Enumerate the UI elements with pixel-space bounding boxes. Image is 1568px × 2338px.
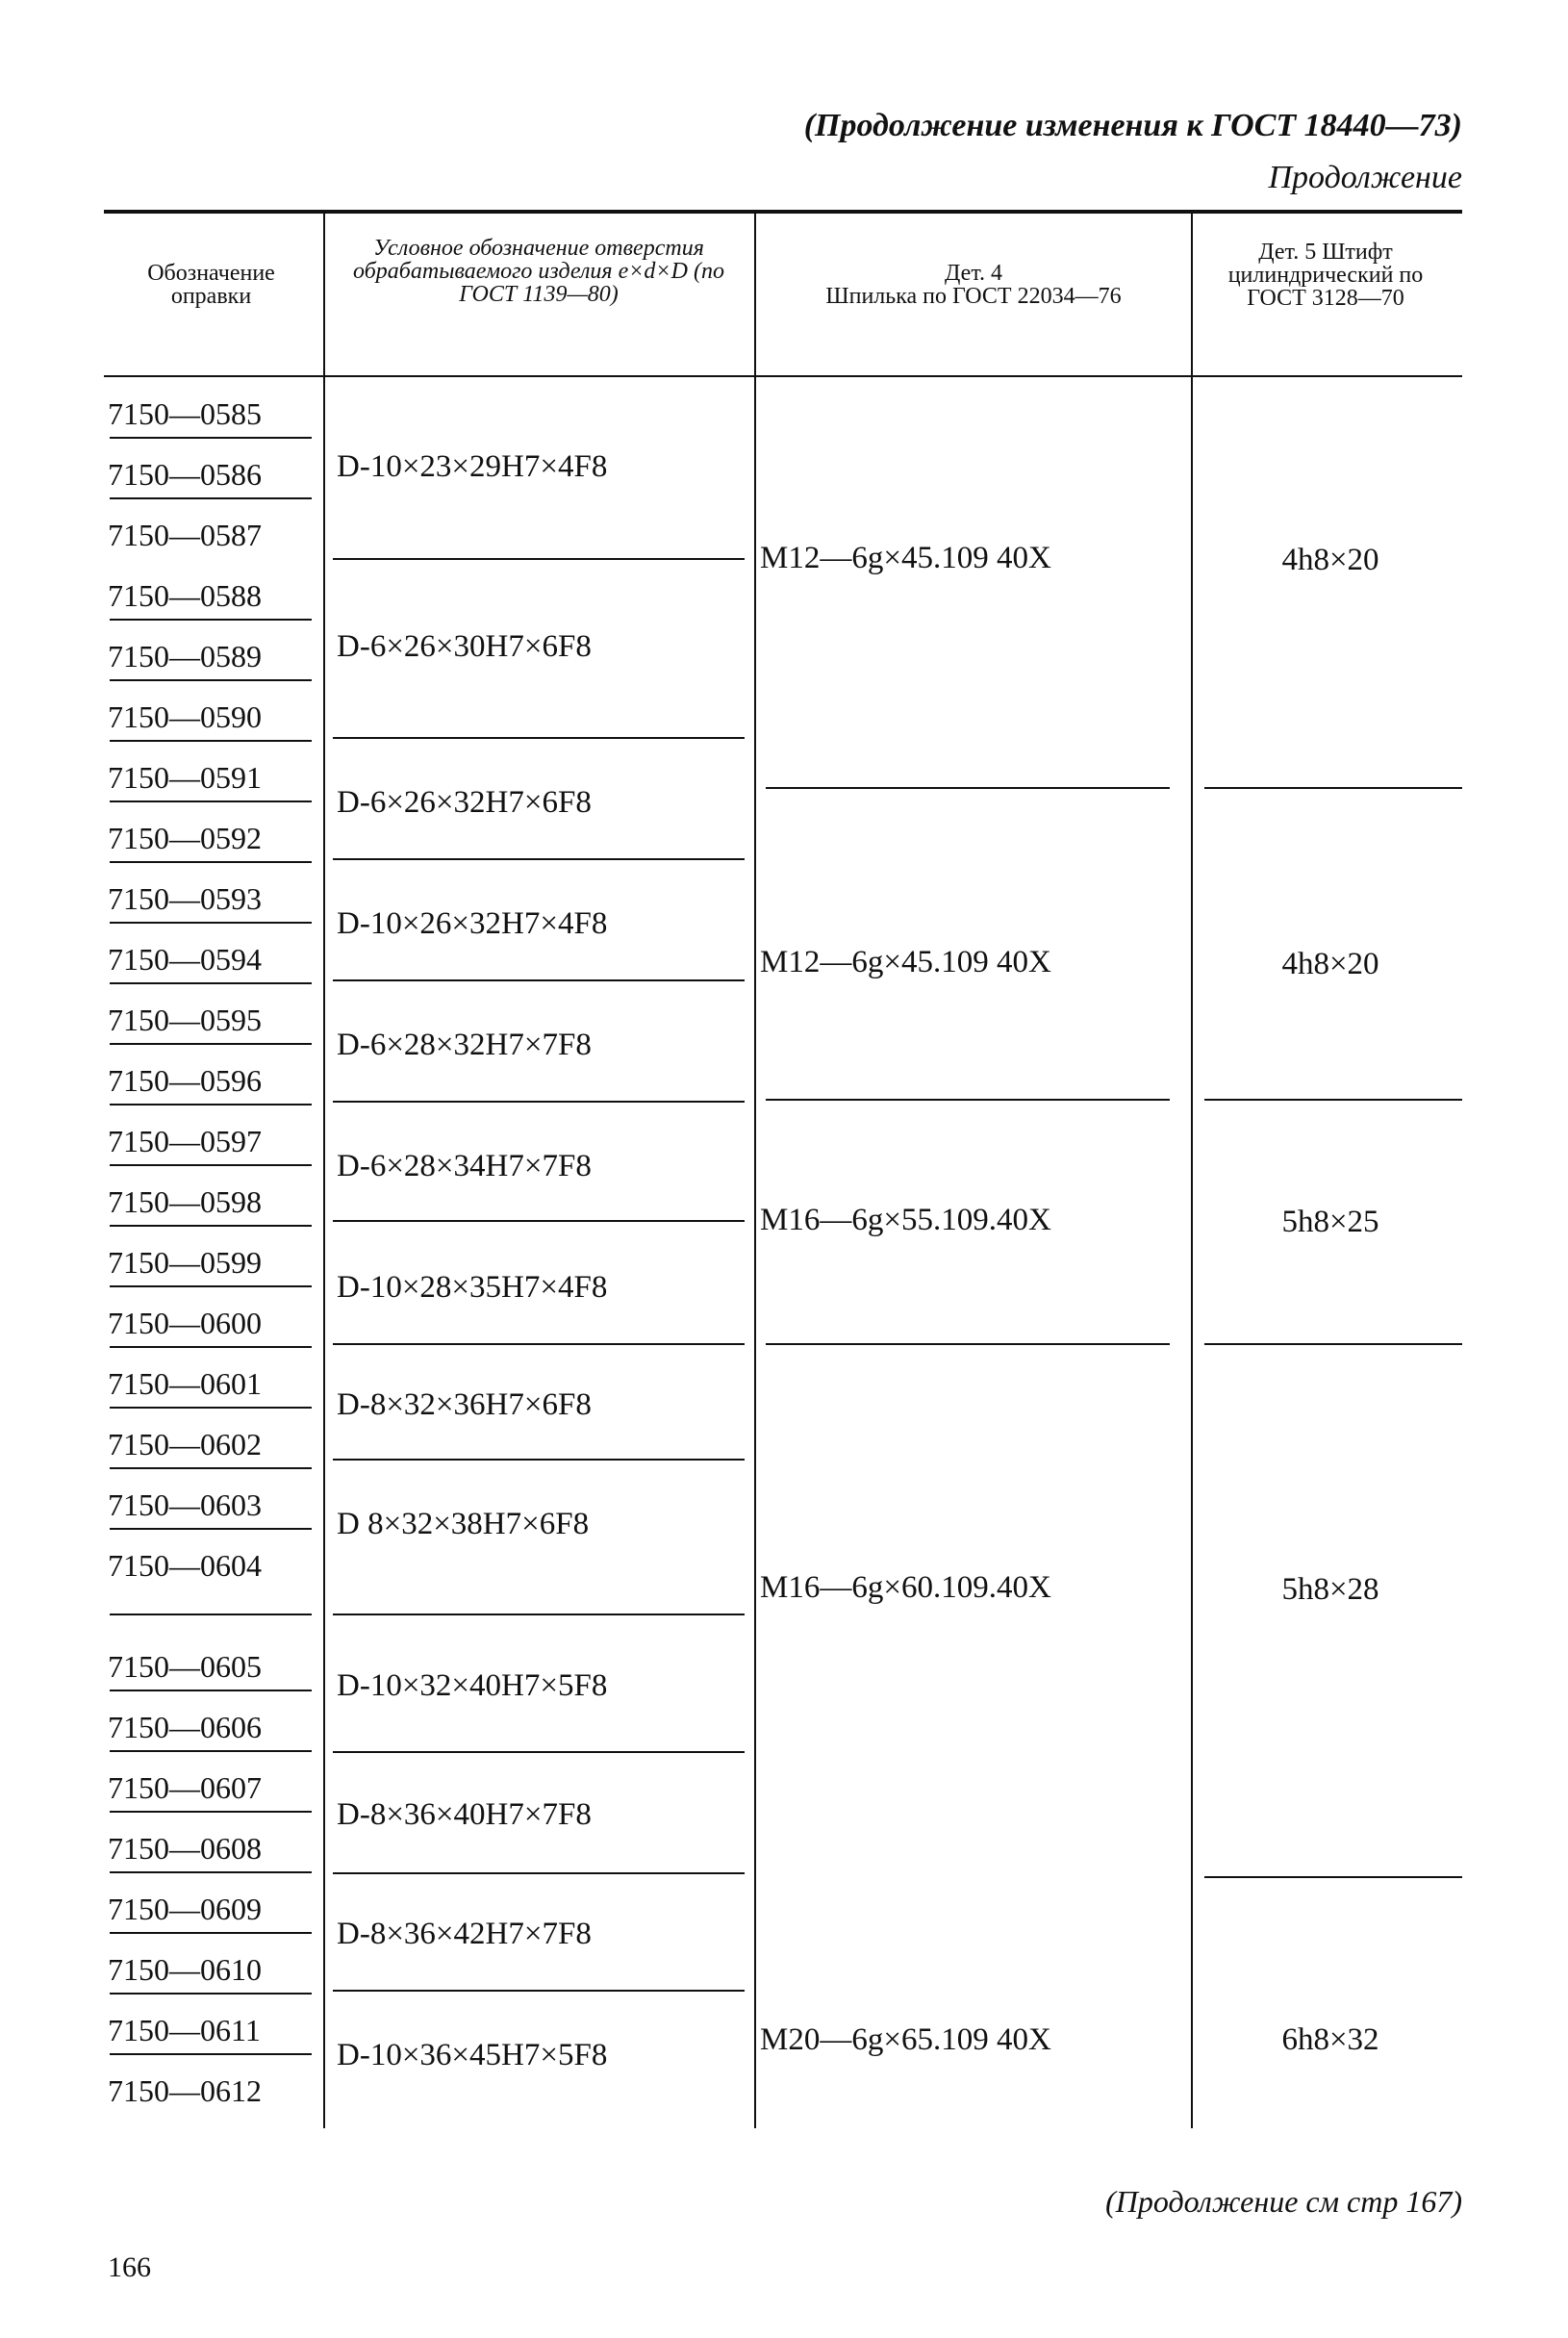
hole-spec: D-8×36×40H7×7F8 xyxy=(337,1797,592,1832)
spec-rule xyxy=(333,858,745,860)
spec-rule xyxy=(333,1101,745,1103)
table-row-code: 7150—0592 xyxy=(108,821,262,855)
table-row-code: 7150—0593 xyxy=(108,881,262,916)
table-row-code: 7150—0605 xyxy=(108,1649,262,1684)
stud-spec: M16—6g×60.109.40X xyxy=(760,1570,1051,1605)
hole-spec: D-8×32×36H7×6F8 xyxy=(337,1387,592,1422)
pin-spec: 6h8×32 xyxy=(1281,2022,1379,2057)
row-rule xyxy=(110,982,312,984)
spec-rule xyxy=(333,1751,745,1753)
table-header-rule xyxy=(104,375,1462,377)
row-rule xyxy=(110,1690,312,1691)
table-row-code: 7150—0586 xyxy=(108,457,262,492)
group-rule xyxy=(766,787,1170,789)
stud-spec: M12—6g×45.109 40X xyxy=(760,541,1051,575)
table-row-code: 7150—0611 xyxy=(108,2013,261,2047)
row-rule xyxy=(110,1043,312,1045)
group-rule xyxy=(766,1099,1170,1101)
page-number: 166 xyxy=(108,2251,151,2283)
row-rule xyxy=(110,861,312,863)
table-row-code: 7150—0606 xyxy=(108,1710,262,1744)
spec-rule xyxy=(333,1343,745,1345)
table-row-code: 7150—0591 xyxy=(108,760,262,795)
spec-rule xyxy=(333,979,745,981)
group-rule xyxy=(1204,787,1462,789)
hole-spec: D-6×26×32H7×6F8 xyxy=(337,785,592,820)
table-row-code: 7150—0587 xyxy=(108,518,262,552)
table-row-code: 7150—0600 xyxy=(108,1306,262,1340)
column-header-part4: Дет. 4 Шпилька по ГОСТ 22034—76 xyxy=(825,261,1122,309)
row-rule xyxy=(110,1164,312,1166)
hole-spec: D-6×28×32H7×7F8 xyxy=(337,1028,592,1062)
table-row-code: 7150—0607 xyxy=(108,1770,262,1805)
table-row-code: 7150—0594 xyxy=(108,942,262,977)
table-row-code: 7150—0597 xyxy=(108,1124,262,1158)
spec-rule xyxy=(333,1614,745,1615)
column-header-part5: Дет. 5 Штифт цилиндрический по ГОСТ 3128—70 xyxy=(1227,240,1424,311)
group-rule xyxy=(1204,1099,1462,1101)
spec-rule xyxy=(333,737,745,739)
table-row-code: 7150—0599 xyxy=(108,1245,262,1280)
row-rule xyxy=(110,1932,312,1934)
hole-spec: D-10×28×35H7×4F8 xyxy=(337,1270,608,1305)
spec-rule xyxy=(333,558,745,560)
column-header-designation: Обозначение оправки xyxy=(147,261,275,309)
table-row-code: 7150—0588 xyxy=(108,578,262,613)
table-row-code: 7150—0609 xyxy=(108,1892,262,1926)
header-title: (Продолжение изменения к ГОСТ 18440—73) xyxy=(803,108,1462,143)
table-row-code: 7150—0612 xyxy=(108,2073,262,2108)
column-divider-1 xyxy=(323,214,325,2128)
row-rule xyxy=(110,1811,312,1813)
hole-spec: D-10×23×29H7×4F8 xyxy=(337,449,608,484)
table-top-rule xyxy=(104,210,1462,214)
row-rule xyxy=(110,1528,312,1530)
row-rule xyxy=(110,1750,312,1752)
table-row-code: 7150—0589 xyxy=(108,639,262,673)
hole-spec: D-10×36×45H7×5F8 xyxy=(337,2038,608,2072)
pin-spec: 4h8×20 xyxy=(1281,543,1379,577)
stud-spec: M12—6g×45.109 40X xyxy=(760,945,1051,979)
hole-spec: D-6×26×30H7×6F8 xyxy=(337,629,592,664)
header-subtitle: Продолжение xyxy=(1268,160,1462,195)
table-row-code: 7150—0596 xyxy=(108,1063,262,1098)
group-rule xyxy=(1204,1876,1462,1878)
table-row-code: 7150—0608 xyxy=(108,1831,262,1866)
stud-spec: M20—6g×65.109 40X xyxy=(760,2022,1051,2057)
table-row-code: 7150—0585 xyxy=(108,396,262,431)
row-rule xyxy=(110,1346,312,1348)
row-rule xyxy=(110,2053,312,2055)
row-rule xyxy=(110,1407,312,1409)
spec-rule xyxy=(333,1459,745,1461)
hole-spec: D-8×36×42H7×7F8 xyxy=(337,1917,592,1951)
row-rule xyxy=(110,1225,312,1227)
table-row-code: 7150—0590 xyxy=(108,699,262,734)
row-rule xyxy=(110,922,312,924)
table-row-code: 7150—0595 xyxy=(108,1003,262,1037)
table-row-code: 7150—0604 xyxy=(108,1548,262,1583)
row-rule xyxy=(110,679,312,681)
pin-spec: 5h8×28 xyxy=(1281,1572,1379,1607)
row-rule xyxy=(110,740,312,742)
table-row-code: 7150—0598 xyxy=(108,1184,262,1219)
column-divider-3 xyxy=(1191,214,1193,2128)
table-row-code: 7150—0601 xyxy=(108,1366,262,1401)
row-rule xyxy=(110,1467,312,1469)
column-header-hole-designation: Условное обозначение отверстия обрабатываемого изделия e×d×D (по ГОСТ 1139—80) xyxy=(353,236,724,307)
continuation-note: (Продолжение см стр 167) xyxy=(1105,2184,1462,2219)
group-rule xyxy=(1204,1343,1462,1345)
stud-spec: M16—6g×55.109.40X xyxy=(760,1203,1051,1237)
row-rule xyxy=(110,1871,312,1873)
table-row-code: 7150—0602 xyxy=(108,1427,262,1461)
spec-rule xyxy=(333,1990,745,1992)
table-row-code: 7150—0610 xyxy=(108,1952,262,1987)
group-rule xyxy=(766,1343,1170,1345)
row-rule xyxy=(110,497,312,499)
row-rule xyxy=(110,801,312,802)
row-rule xyxy=(110,1285,312,1287)
hole-spec: D-10×32×40H7×5F8 xyxy=(337,1668,608,1703)
hole-spec: D-10×26×32H7×4F8 xyxy=(337,906,608,941)
spec-rule xyxy=(333,1220,745,1222)
spec-rule xyxy=(333,1872,745,1874)
table-row-code: 7150—0603 xyxy=(108,1487,262,1522)
row-rule xyxy=(110,1993,312,1995)
row-rule xyxy=(110,1104,312,1105)
row-rule xyxy=(110,1614,312,1615)
pin-spec: 4h8×20 xyxy=(1281,947,1379,981)
column-divider-2 xyxy=(754,214,756,2128)
row-rule xyxy=(110,437,312,439)
hole-spec: D 8×32×38H7×6F8 xyxy=(337,1507,590,1541)
pin-spec: 5h8×25 xyxy=(1281,1205,1379,1239)
hole-spec: D-6×28×34H7×7F8 xyxy=(337,1149,592,1183)
row-rule xyxy=(110,619,312,621)
